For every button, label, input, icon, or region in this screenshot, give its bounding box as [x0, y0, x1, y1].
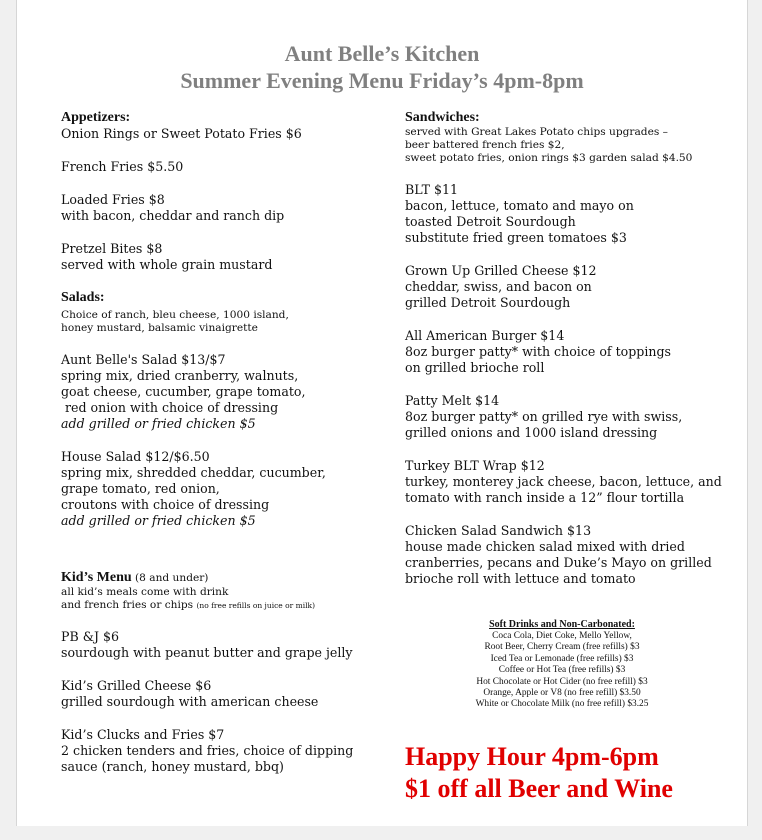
sandwich-name: All American Burger $14 — [405, 328, 565, 343]
appetizer-name: Pretzel Bites $8 — [61, 241, 163, 256]
salad-desc: spring mix, dried cranberry, walnuts, — [61, 368, 299, 383]
sandwich-desc: cranberries, pecans and Duke’s Mayo on grilled — [405, 555, 712, 570]
sandwich-sides: sweet potato fries, onion rings $3 garden salad $4.50 — [405, 152, 693, 164]
sandwich-desc: turkey, monterey jack cheese, bacon, lettuce, and — [405, 474, 722, 489]
kids-item-desc: 2 chicken tenders and fries, choice of dipping — [61, 743, 354, 758]
kids-item — [61, 629, 401, 661]
sandwich-item — [405, 393, 735, 441]
appetizers-section — [61, 110, 401, 142]
drink-line: Coffee or Hot Tea (free refills) $3 — [498, 665, 626, 676]
sandwich-desc: 8oz burger patty* with choice of toppings — [405, 344, 672, 359]
salads-title: Salads: — [61, 290, 105, 305]
salad-desc: croutons with choice of dressing — [61, 497, 270, 512]
salad-name: House Salad $12/$6.50 — [61, 449, 210, 464]
salad-desc: spring mix, shredded cheddar, cucumber, — [61, 465, 326, 480]
kids-item-name: Kid’s Grilled Cheese $6 — [61, 678, 212, 693]
kids-item — [61, 727, 401, 775]
drinks-title: Soft Drinks and Non-Carbonated: — [489, 619, 635, 630]
sandwich-name: Grown Up Grilled Cheese $12 — [405, 263, 597, 278]
menu-subtitle: Summer Evening Menu Friday’s 4pm-8pm — [180, 68, 584, 93]
drink-line: Coca Cola, Diet Coke, Mello Yellow, — [492, 631, 632, 641]
happy-hour-banner — [405, 741, 673, 805]
drink-line: White or Chocolate Milk (no free refill) $3.25 — [475, 699, 649, 710]
sandwich-desc: grilled onions and 1000 island dressing — [405, 425, 658, 440]
appetizer-name: French Fries $5.50 — [61, 159, 184, 174]
salad-desc: red onion with choice of dressing — [61, 400, 279, 415]
sandwich-item — [405, 263, 735, 311]
appetizer-item — [61, 192, 401, 224]
happy-hour-line: $1 off all Beer and Wine — [405, 774, 673, 803]
sandwich-item — [405, 328, 735, 376]
appetizer-desc: served with whole grain mustard — [61, 257, 273, 272]
drink-line: Root Beer, Cherry Cream (free refills) $3 — [484, 642, 640, 653]
salad-desc: goat cheese, cucumber, grape tomato, — [61, 384, 306, 399]
sandwich-desc: bacon, lettuce, tomato and mayo on — [405, 198, 634, 213]
right-column — [405, 110, 735, 604]
sandwich-name: BLT $11 — [405, 182, 459, 197]
sandwich-item — [405, 458, 735, 506]
drink-line: Orange, Apple or V8 (no free refill) $3.50 — [483, 688, 641, 699]
sandwich-item — [405, 523, 735, 587]
restaurant-title: Aunt Belle’s Kitchen — [284, 41, 480, 66]
sandwich-desc: substitute fried green tomatoes $3 — [405, 230, 627, 245]
sandwich-sides: beer battered french fries $2, — [405, 139, 565, 151]
appetizer-item — [61, 159, 401, 175]
salad-desc: grape tomato, red onion, — [61, 481, 220, 496]
kids-title: Kid’s Menu — [61, 570, 132, 585]
kids-item-name: PB &J $6 — [61, 629, 120, 644]
sandwich-item — [405, 182, 735, 246]
sandwich-desc: toasted Detroit Sourdough — [405, 214, 576, 229]
sandwich-desc: house made chicken salad mixed with dried — [405, 539, 685, 554]
dressing-options: Choice of ranch, bleu cheese, 1000 island, — [61, 309, 289, 321]
kids-item-desc: grilled sourdough with american cheese — [61, 694, 319, 709]
drink-line: Iced Tea or Lemonade (free refills) $3 — [490, 653, 634, 664]
sandwich-desc: 8oz burger patty* on grilled rye with swiss, — [405, 409, 683, 424]
salad-item — [61, 449, 401, 529]
kids-section — [61, 569, 401, 612]
kids-age: (8 and under) — [131, 572, 209, 584]
sandwich-name: Chicken Salad Sandwich $13 — [405, 523, 592, 538]
salad-name: Aunt Belle's Salad $13/$7 — [61, 352, 226, 367]
sandwich-desc: tomato with ranch inside a 12” flour tortilla — [405, 490, 685, 505]
sandwich-desc: cheddar, swiss, and bacon on — [405, 279, 592, 294]
sandwiches-title: Sandwiches: — [405, 110, 480, 125]
menu-page — [16, 0, 748, 826]
kids-note: all kid’s meals come with drink — [61, 586, 229, 598]
appetizer-item — [61, 241, 401, 273]
sandwich-name: Turkey BLT Wrap $12 — [405, 458, 545, 473]
left-column — [61, 110, 401, 792]
kids-item-name: Kid’s Clucks and Fries $7 — [61, 727, 225, 742]
sandwich-desc: grilled Detroit Sourdough — [405, 295, 571, 310]
salad-addon: add grilled or fried chicken $5 — [61, 416, 256, 431]
menu-header — [17, 40, 747, 94]
sandwich-desc: on grilled brioche roll — [405, 360, 545, 375]
salad-item — [61, 352, 401, 432]
appetizer-name: Loaded Fries $8 — [61, 192, 165, 207]
drink-line: Hot Chocolate or Hot Cider (no free refill) $3 — [476, 676, 648, 687]
appetizer-desc: with bacon, cheddar and ranch dip — [61, 208, 285, 223]
kids-item — [61, 678, 401, 710]
appetizer-item: Onion Rings or Sweet Potato Fries $6 — [61, 126, 302, 141]
sandwich-desc: brioche roll with lettuce and tomato — [405, 571, 636, 586]
drinks-section — [412, 619, 712, 711]
salads-section — [61, 290, 401, 335]
kids-item-desc: sauce (ranch, honey mustard, bbq) — [61, 759, 284, 774]
kids-refill-note: (no free refills on juice or milk) — [196, 601, 315, 610]
sandwich-sides: served with Great Lakes Potato chips upgrades – — [405, 126, 668, 138]
happy-hour-line: Happy Hour 4pm-6pm — [405, 742, 659, 771]
sandwiches-section — [405, 110, 735, 165]
kids-item-desc: sourdough with peanut butter and grape jelly — [61, 645, 353, 660]
dressing-options: honey mustard, balsamic vinaigrette — [61, 322, 258, 334]
salad-addon: add grilled or fried chicken $5 — [61, 513, 256, 528]
appetizers-title: Appetizers: — [61, 110, 131, 125]
kids-note: and french fries or chips — [61, 599, 197, 611]
sandwich-name: Patty Melt $14 — [405, 393, 500, 408]
